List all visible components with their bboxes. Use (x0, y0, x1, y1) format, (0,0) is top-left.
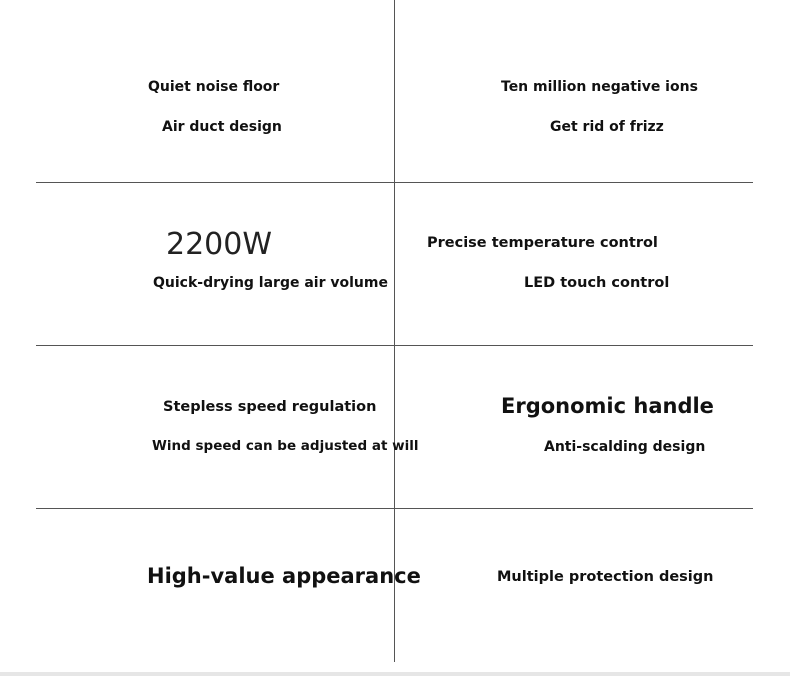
feature-subtitle-air-duct: Air duct design (162, 119, 282, 135)
grid-horizontal-divider-3 (36, 508, 753, 509)
bottom-edge-bar (0, 672, 790, 676)
grid-horizontal-divider-2 (36, 345, 753, 346)
feature-title-appearance: High-value appearance (147, 564, 421, 588)
feature-subtitle-frizz: Get rid of frizz (550, 119, 664, 135)
feature-title-quiet-noise: Quiet noise floor (148, 79, 280, 95)
feature-title-protection: Multiple protection design (497, 569, 714, 585)
feature-subtitle-anti-scalding: Anti-scalding design (544, 439, 706, 455)
grid-horizontal-divider-1 (36, 182, 753, 183)
feature-title-power: 2200W (166, 227, 273, 262)
feature-title-ergonomic-handle: Ergonomic handle (501, 394, 714, 418)
feature-subtitle-led-touch: LED touch control (524, 275, 670, 291)
feature-title-stepless-speed: Stepless speed regulation (163, 399, 377, 415)
feature-subtitle-wind-speed: Wind speed can be adjusted at will (152, 438, 419, 454)
feature-title-negative-ions: Ten million negative ions (501, 79, 698, 95)
feature-subtitle-air-volume: Quick-drying large air volume (153, 275, 388, 291)
feature-title-temperature: Precise temperature control (427, 235, 658, 251)
grid-vertical-divider (394, 0, 395, 662)
